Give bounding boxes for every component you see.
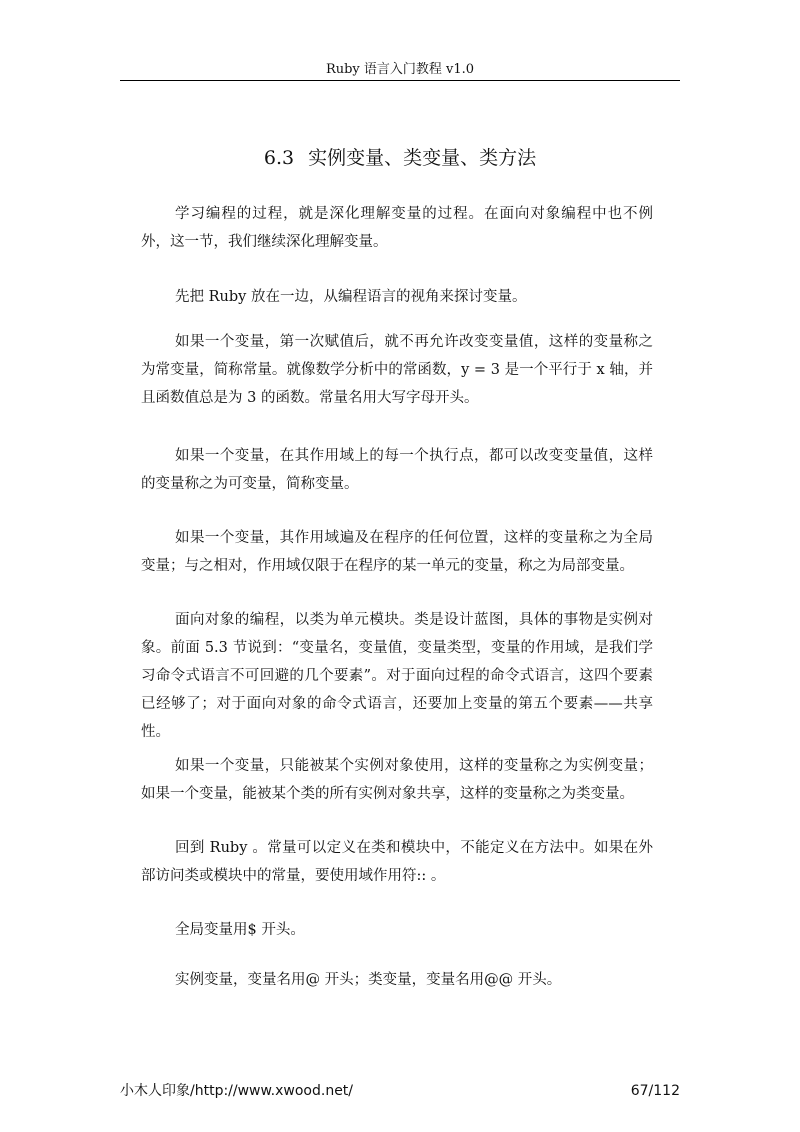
- section-number: 6.3: [263, 147, 295, 169]
- paragraph-9: 全局变量用$ 开头。: [175, 922, 305, 938]
- paragraph-10: 实例变量，变量名用@ 开头；类变量，变量名用@@ 开头。: [175, 972, 562, 988]
- header-rule: [120, 80, 680, 81]
- footer-page-number: 67/112: [630, 1083, 680, 1099]
- paragraph-2: 先把 Ruby 放在一边，从编程语言的视角来探讨变量。: [175, 289, 527, 305]
- paragraph-7: 如果一个变量，只能被某个实例对象使用，这样的变量称之为实例变量；如果一个变量，能被某个类的所有实例对象共享，这样的变量称之为类变量。: [141, 758, 653, 802]
- paragraph-1: 学习编程的过程，就是深化理解变量的过程。在面向对象编程中也不例外，这一节，我们继续深化理解变量。: [141, 206, 653, 250]
- section-title: [120, 146, 680, 170]
- page-header: Ruby 语言入门教程 v1.0: [325, 62, 475, 77]
- footer-site-link[interactable]: 小木人印象/http://www.xwood.net/: [120, 1083, 354, 1099]
- section-title-text: 实例变量、类变量、类方法: [308, 147, 537, 169]
- paragraph-6: 面向对象的编程，以类为单元模块。类是设计蓝图，具体的事物是实例对象。前面 5.3 节说到：“变量名，变量值，变量类型，变量的作用域，是我们学习命令式语言不可回避的几个要素”。对于面向过程的命令式语言，这四个要素已经够了；对于面向对象的命令式语言，还要加上变量的第五个要素——共享性。: [141, 612, 653, 740]
- paragraph-8: 回到 Ruby 。常量可以定义在类和模块中，不能定义在方法中。如果在外部访问类或模块中的常量，要使用域作用符:: 。: [141, 840, 653, 884]
- paragraph-3: 如果一个变量，第一次赋值后，就不再允许改变变量值，这样的变量称之为常变量，简称常量。就像数学分析中的常函数，y = 3 是一个平行于 x 轴，并且函数值总是为 3 的函数。常量名用大写字母开头。: [141, 334, 653, 406]
- paragraph-4: 如果一个变量，在其作用域上的每一个执行点，都可以改变变量值，这样的变量称之为可变量，简称变量。: [141, 448, 653, 492]
- paragraph-5: 如果一个变量，其作用域遍及在程序的任何位置，这样的变量称之为全局变量；与之相对，作用域仅限于在程序的某一单元的变量，称之为局部变量。: [141, 530, 653, 574]
